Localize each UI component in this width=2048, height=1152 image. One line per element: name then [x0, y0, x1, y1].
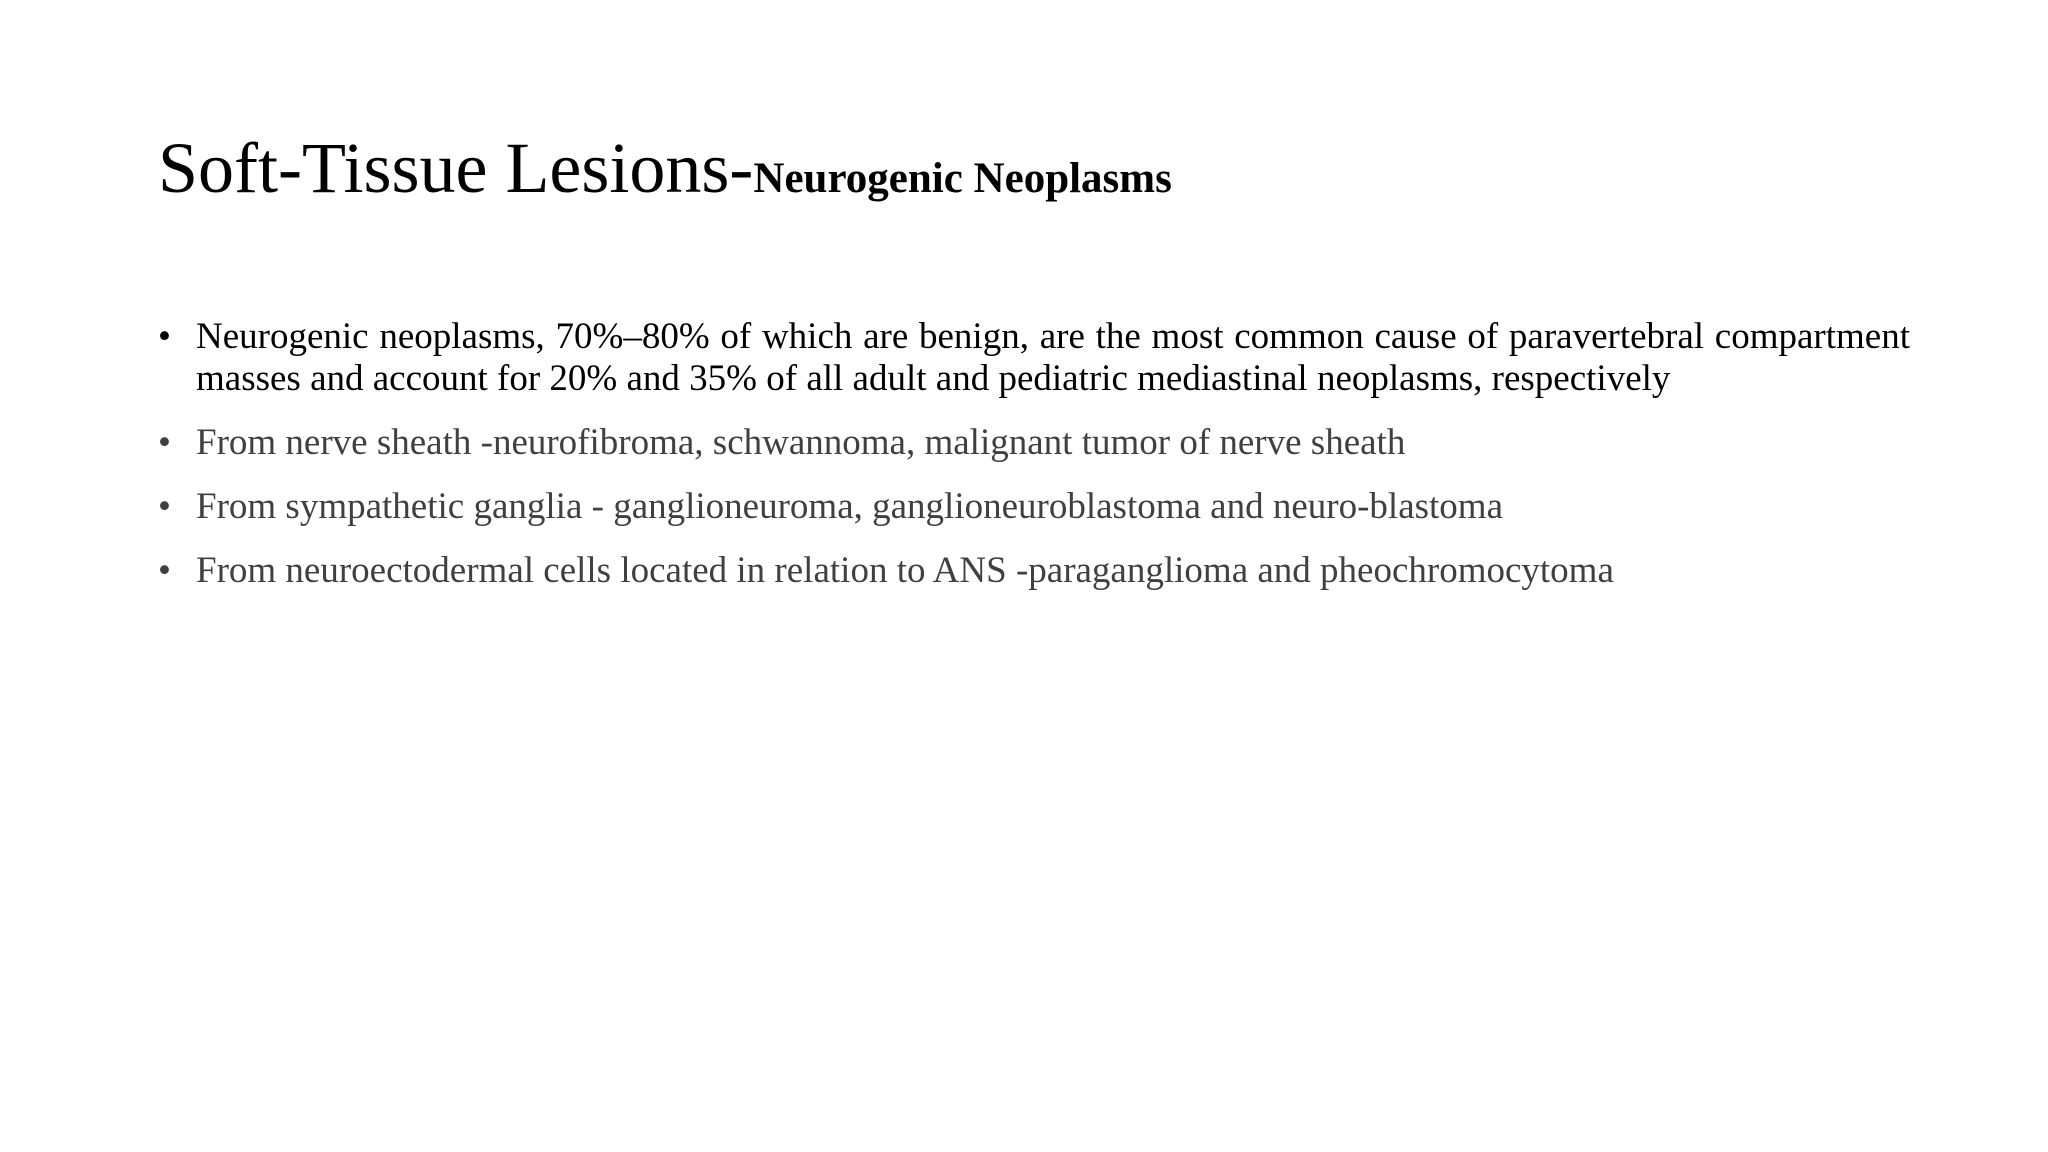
- bullet-text: From sympathetic ganglia - ganglioneuroma, ganglioneuroblastoma and neuro-blastoma: [196, 486, 1503, 527]
- slide-title: [158, 128, 1172, 208]
- title-subtitle: Neurogenic Neoplasms: [753, 155, 1172, 202]
- bullet-item: [158, 486, 1910, 528]
- bullet-list: [158, 316, 1910, 614]
- bullet-icon: •: [158, 550, 171, 591]
- bullet-text: Neurogenic neoplasms, 70%–80% of which are benign, are the most common cause of paravertebral compartment masses and account for 20% and 35% of all adult and pediatric mediastinal neoplasms, respectively: [196, 316, 1910, 399]
- bullet-icon: •: [158, 316, 171, 357]
- bullet-icon: •: [158, 486, 171, 527]
- title-main: Soft-Tissue Lesions-: [158, 128, 754, 208]
- bullet-text: From neuroectodermal cells located in relation to ANS -paraganglioma and pheochromocytoma: [196, 550, 1614, 591]
- bullet-text: From nerve sheath -neurofibroma, schwannoma, malignant tumor of nerve sheath: [196, 422, 1406, 463]
- bullet-item: [158, 422, 1910, 464]
- bullet-icon: •: [158, 422, 171, 463]
- bullet-item: [158, 316, 1910, 400]
- bullet-item: [158, 550, 1910, 592]
